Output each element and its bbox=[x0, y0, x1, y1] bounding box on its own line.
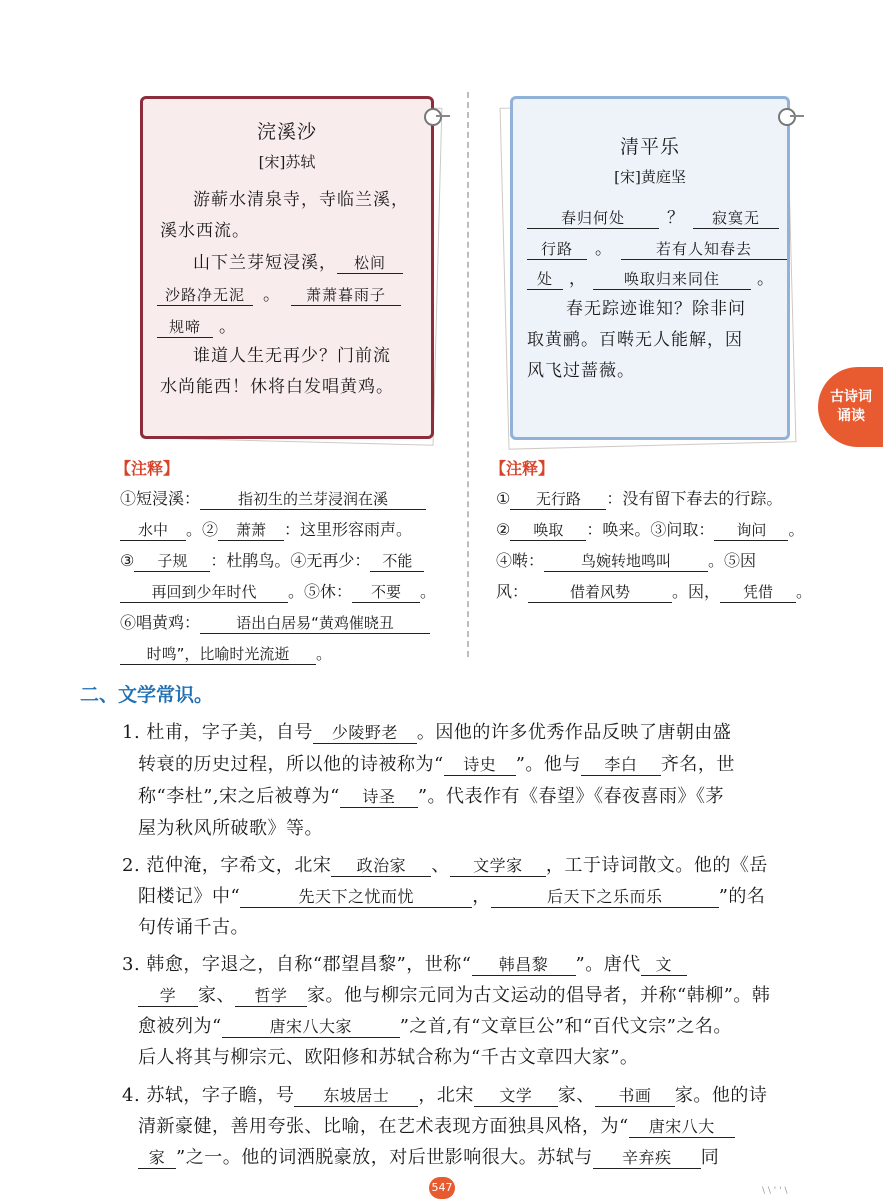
poem-line: 取黄鹂。百啭无人能解，因 bbox=[527, 330, 743, 350]
answer-blank: 鸟婉转地鸣叫 bbox=[544, 550, 708, 572]
poem-line: 谁道人生无再少？门前流 bbox=[193, 346, 391, 366]
answer-blank: 李白 bbox=[581, 752, 661, 776]
answer-blank: 后天下之乐而乐 bbox=[491, 884, 719, 908]
watermark: \ \ ' ' \ bbox=[762, 1186, 788, 1196]
item-line: 后人将其与柳宗元、欧阳修和苏轼合称为“千古文章四大家”。 bbox=[138, 1047, 639, 1068]
note-line: ①短浸溪： 指初生的兰芽浸润在溪 bbox=[120, 486, 426, 510]
answer-blank: 唐宋八大家 bbox=[222, 1014, 400, 1038]
answer-blank: 不要 bbox=[352, 581, 420, 603]
note-line: 水中 。② 萧萧 ：这里形容雨声。 bbox=[120, 517, 412, 541]
item-line: 清新豪健，善用夸张、比喻，在艺术表现方面独具风格，为“ 唐宋八大 bbox=[138, 1112, 735, 1138]
answer-blank: 萧萧暮雨子 bbox=[291, 284, 401, 306]
poem-line: 山下兰芽短浸溪， 松间 bbox=[193, 248, 403, 274]
note-line: ⑥唱黄鸡： 语出白居易“黄鸡催晓丑 bbox=[120, 610, 430, 634]
poem-line: 春归何处 ？ 寂寞无 bbox=[527, 203, 779, 229]
answer-blank: 寂寞无 bbox=[693, 207, 779, 229]
answer-blank: 语出白居易“黄鸡催晓丑 bbox=[200, 612, 430, 634]
poem-line: 风飞过蔷薇。 bbox=[527, 361, 635, 381]
note-line: 风： 借着风势 。因， 凭借 。 bbox=[496, 582, 813, 601]
item-line: 学 家、 哲学 家。他与柳宗元同为古文运动的倡导者，并称“韩柳”。韩 bbox=[138, 981, 770, 1007]
poem-line: 水尚能西！休将白发唱黄鸡。 bbox=[160, 377, 394, 397]
answer-blank: 哲学 bbox=[235, 983, 307, 1007]
poem-line: 春无踪迹谁知？除非问 bbox=[566, 299, 746, 319]
answer-blank: 沙路净无泥 bbox=[157, 284, 253, 306]
item-line: 称“李杜”,宋之后被尊为“ 诗圣 ”。代表作有《春望》《春夜喜雨》《茅 bbox=[138, 786, 725, 807]
answer-blank: 韩昌黎 bbox=[472, 952, 576, 976]
item-line: 转衰的历史过程，所以他的诗被称为“ 诗史 ”。他与 李白 齐名，世 bbox=[138, 754, 735, 775]
poem-author: [宋]黄庭坚 bbox=[614, 168, 686, 186]
note-line: ③ 子规 ：杜鹃鸟。④无再少： 不能 bbox=[120, 548, 424, 572]
answer-blank: 行路 bbox=[527, 238, 587, 260]
answer-blank: 子规 bbox=[134, 550, 210, 572]
answer-blank: 书画 bbox=[595, 1083, 675, 1107]
section-tab-line: 古诗词 bbox=[830, 389, 872, 405]
answer-blank: 先天下之忧而忧 bbox=[240, 884, 472, 908]
answer-blank: 时鸣”，比喻时光流逝 bbox=[120, 643, 316, 665]
answer-blank: 无行路 bbox=[510, 488, 606, 510]
item-line: 屋为秋风所破歌》等。 bbox=[138, 818, 323, 839]
notes-heading: 【注释】 bbox=[490, 459, 555, 478]
item-line: 2. 范仲淹，字希文，北宋 政治家 、 文学家 ，工于诗词散文。他的《岳 bbox=[122, 855, 768, 876]
poem-line: 溪水西流。 bbox=[160, 221, 250, 241]
answer-blank: 萧萧 bbox=[218, 519, 284, 541]
answer-blank: 辛弃疾 bbox=[593, 1145, 701, 1169]
answer-blank: 文 bbox=[641, 952, 687, 976]
answer-blank: 水中 bbox=[120, 519, 186, 541]
answer-blank: 指初生的兰芽浸润在溪 bbox=[200, 488, 426, 510]
answer-blank: 不能 bbox=[370, 550, 424, 572]
answer-blank: 唤取归来同住 bbox=[593, 268, 751, 290]
section-tab bbox=[818, 367, 883, 447]
item-line: 愈被列为“ 唐宋八大家 ”之首,有“文章巨公”和“百代文宗”之名。 bbox=[138, 1016, 732, 1037]
poem-author: [宋]苏轼 bbox=[258, 153, 316, 171]
answer-blank: 家 bbox=[138, 1145, 176, 1169]
answer-blank: 东坡居士 bbox=[294, 1083, 418, 1107]
answer-blank: 询问 bbox=[714, 519, 788, 541]
poem-line: 游蕲水清泉寺，寺临兰溪， bbox=[193, 190, 409, 210]
answer-blank: 规啼 bbox=[157, 316, 213, 338]
answer-blank: 少陵野老 bbox=[313, 720, 417, 744]
note-line: 时鸣”，比喻时光流逝 。 bbox=[120, 641, 332, 665]
poem-line: 规啼 。 bbox=[157, 312, 237, 338]
answer-blank: 松间 bbox=[337, 252, 403, 274]
answer-blank: 诗史 bbox=[444, 752, 516, 776]
answer-blank: 学 bbox=[138, 983, 198, 1007]
answer-blank: 若有人知春去 bbox=[621, 238, 787, 260]
note-line: ② 唤取 ：唤来。③问取： 询问 。 bbox=[496, 520, 805, 539]
column-divider bbox=[467, 92, 469, 657]
answer-blank: 处 bbox=[527, 268, 563, 290]
answer-blank: 唤取 bbox=[510, 519, 586, 541]
notes-heading: 【注释】 bbox=[115, 459, 180, 478]
item-line: 句传诵千古。 bbox=[138, 917, 249, 938]
answer-blank: 春归何处 bbox=[527, 207, 659, 229]
poem-line: 沙路净无泥 。 萧萧暮雨子 bbox=[157, 280, 401, 306]
answer-blank: 文学家 bbox=[450, 853, 546, 877]
section-title: 二、文学常识。 bbox=[80, 684, 214, 706]
answer-blank: 文学 bbox=[474, 1083, 558, 1107]
item-line: 3. 韩愈，字退之，自称“郡望昌黎”，世称“ 韩昌黎 ”。唐代 文 bbox=[122, 950, 687, 976]
item-line: 1. 杜甫，字子美，自号 少陵野老 。因他的许多优秀作品反映了唐朝由盛 bbox=[122, 722, 732, 743]
section-tab-line: 诵读 bbox=[837, 408, 865, 424]
answer-blank: 再回到少年时代 bbox=[120, 581, 288, 603]
note-line: ① 无行路 ：没有留下春去的行踪。 bbox=[496, 489, 783, 508]
answer-blank: 政治家 bbox=[331, 853, 431, 877]
poem-title: 清平乐 bbox=[619, 136, 680, 158]
pin-icon bbox=[778, 108, 796, 126]
poem-title: 浣溪沙 bbox=[256, 121, 317, 143]
answer-blank: 借着风势 bbox=[528, 581, 672, 603]
poem-line: 处 ， 唤取归来同住 。 bbox=[527, 264, 775, 290]
page-number: 547 bbox=[429, 1177, 455, 1199]
note-line: 再回到少年时代 。⑤休： 不要 。 bbox=[120, 579, 436, 603]
item-line: 阳楼记》中“ 先天下之忧而忧 ， 后天下之乐而乐 ”的名 bbox=[138, 886, 766, 907]
answer-blank: 凭借 bbox=[720, 581, 796, 603]
item-line: 4. 苏轼，字子瞻，号 东坡居士 ，北宋 文学 家、 书画 家。他的诗 bbox=[122, 1085, 768, 1106]
item-line: 家 ”之一。他的词洒脱豪放，对后世影响很大。苏轼与 辛弃疾 同 bbox=[138, 1143, 719, 1169]
poem-line: 行路 。 若有人知春去 bbox=[527, 234, 787, 260]
answer-blank: 诗圣 bbox=[340, 784, 418, 808]
answer-blank: 唐宋八大 bbox=[629, 1114, 735, 1138]
note-line: ④啭： 鸟婉转地鸣叫 。⑤因 bbox=[496, 551, 757, 570]
